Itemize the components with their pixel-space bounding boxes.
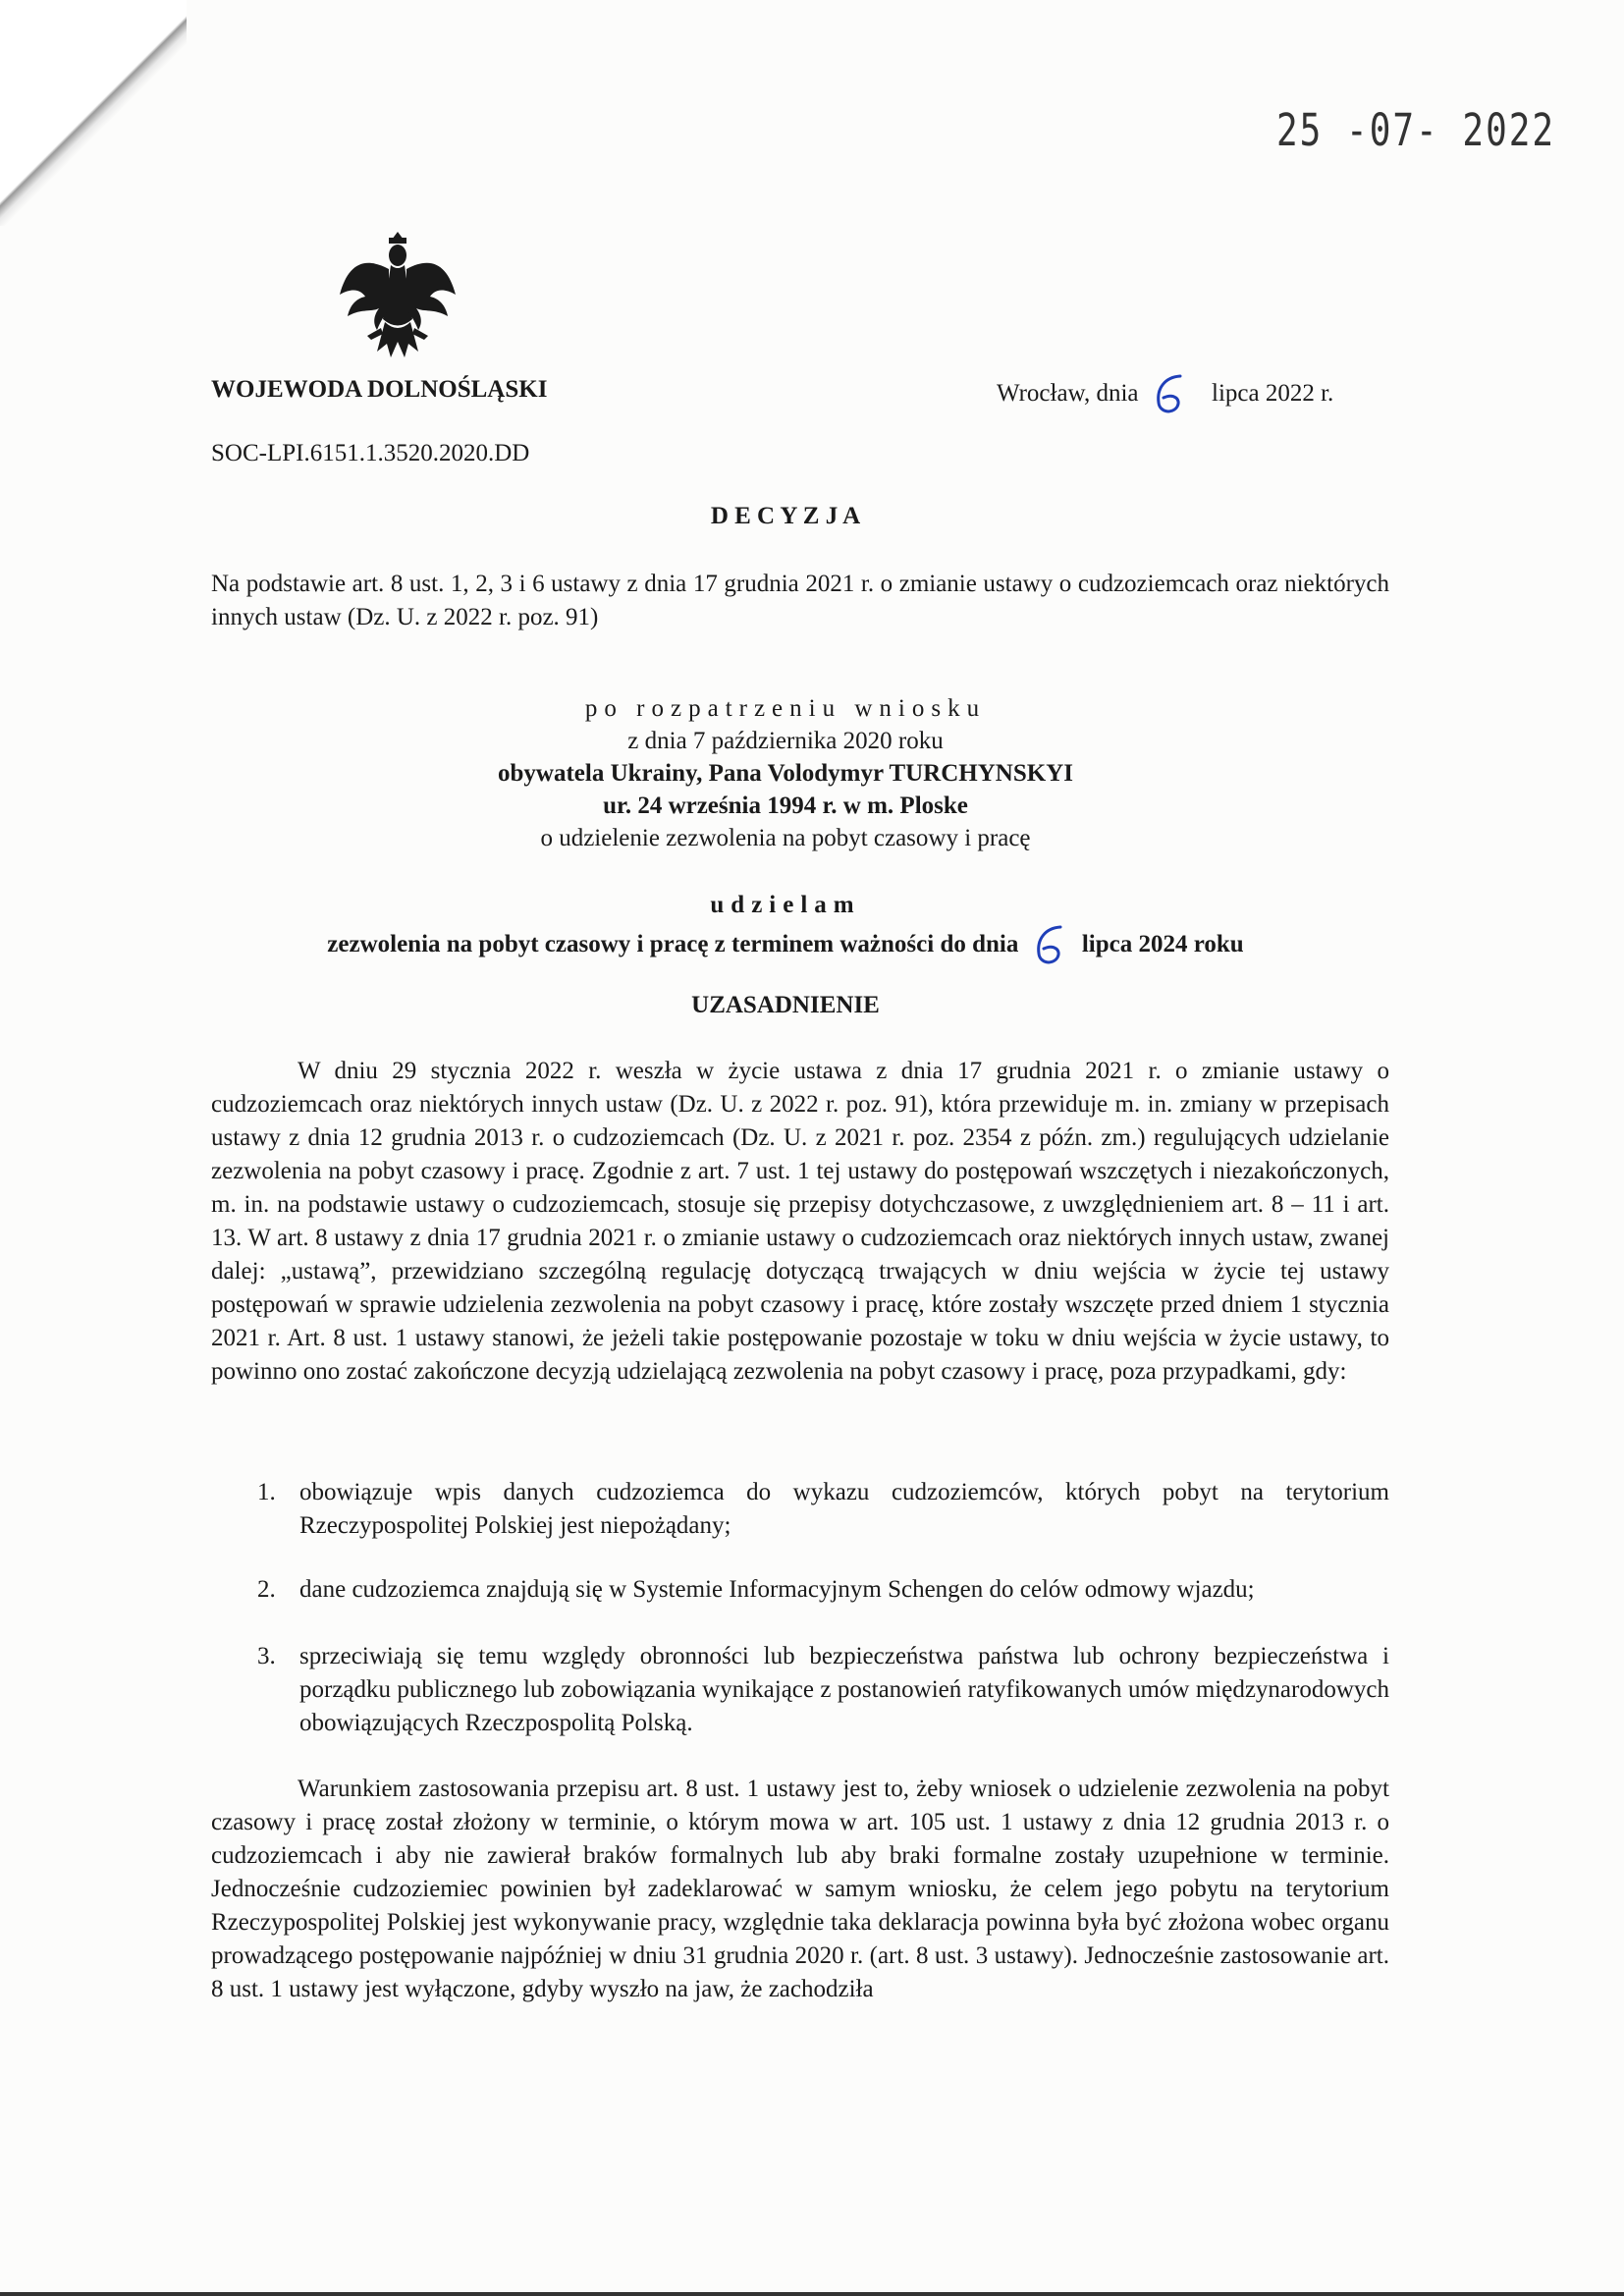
document-title: D E C Y Z J A bbox=[710, 503, 861, 529]
list-item: dane cudzoziemca znajdują się w Systemie Informacyjnym Schengen do celów odmowy wjazdu; bbox=[299, 1576, 1255, 1603]
received-date-stamp: 25 -07- 2022 bbox=[1276, 106, 1556, 157]
handwritten-day-six bbox=[1151, 373, 1190, 416]
authority-name: WOJEWODA DOLNOŚLĄSKI bbox=[211, 376, 548, 403]
date-suffix: lipca 2022 r. bbox=[1212, 380, 1334, 407]
decision-verb: udzielam bbox=[710, 892, 861, 918]
application-heading: po rozpatrzeniu wniosku bbox=[584, 695, 987, 722]
case-number: SOC-LPI.6151.1.3520.2020.DD bbox=[211, 440, 530, 466]
justification-paragraph-2: Warunkiem zastosowania przepisu art. 8 ust. 1 ustawy jest to, żeby wniosek o udzielenie zezwolenia na pobyt czasowy i pracę został złożony w terminie, o którym mowa w art. 105 ust. 1 ustawy z dnia 12 grudnia 2013 r. o cudzoziemcach i aby nie zawierał braków formalnych lub aby braki formalne zostały uzupełnione w terminie. Jednocześnie cudzoziemiec powinien był zadeklarować w samym wniosku, że celem jego pobytu na terytorium Rzeczypospolitej Polskiej jest wykonywanie pracy, względnie taka deklaracja powinna była być złożona wobec organu prowadzącego postępowanie najpóźniej w dniu 31 grudnia 2020 r. (art. 8 ust. 3 ustawy). Jednocześnie zastosowanie art. 8 ust. 1 ustawy jest wyłączone, gdyby wyszło na jaw, że zachodziła bbox=[211, 1776, 1389, 2002]
application-subject: o udzielenie zezwolenia na pobyt czasowy i pracę bbox=[540, 825, 1031, 851]
legal-basis: Na podstawie art. 8 ust. 1, 2, 3 i 6 ustawy z dnia 17 grudnia 2021 r. o zmianie ustawy o cudzoziemcach oraz niektórych innych ustaw (Dz. U. z 2022 r. poz. 91) bbox=[211, 571, 1389, 630]
place-prefix: Wrocław, dnia bbox=[997, 380, 1139, 407]
decision-statement: zezwolenia na pobyt czasowy i pracę z terminem ważności do dnia lipca 2024 roku bbox=[196, 924, 1375, 967]
list-item: obowiązuje wpis danych cudzoziemca do wykazu cudzoziemców, których pobyt na terytorium Rzeczypospolitej Polskiej jest niepożądany; bbox=[299, 1479, 1389, 1539]
application-date: z dnia 7 października 2020 roku bbox=[627, 728, 944, 754]
handwritten-day-six bbox=[1031, 924, 1070, 967]
list-number: 2. bbox=[257, 1576, 276, 1603]
place-and-date bbox=[997, 373, 1333, 416]
list-item: sprzeciwiają się temu względy obronności lub bezpieczeństwa państwa lub ochrony bezpieczeństwa i porządku publicznego lub zobowiązania wynikające z postanowień ratyfikowanych umów międzynarodowych obowiązujących Rzeczpospolitą Polską. bbox=[299, 1643, 1389, 1736]
justification-paragraph-1: W dniu 29 stycznia 2022 r. weszła w życie ustawa z dnia 17 grudnia 2021 r. o zmianie ustawy o cudzoziemcach oraz niektórych innych ustaw (Dz. U. z 2022 r. poz. 91), która przewiduje m. in. zmiany w przepisach ustawy z dnia 12 grudnia 2013 r. o cudzoziemcach (Dz. U. z 2021 r. poz. 2354 z późn. zm.) regulujących udzielanie zezwolenia na pobyt czasowy i pracę. Zgodnie z art. 7 ust. 1 tej ustawy do postępowań wszczętych i niezakończonych, m. in. na podstawie ustawy o cudzoziemcach, stosuje się przepisy dotychczasowe, z uwzględnieniem art. 8 – 11 i art. 13. W art. 8 ustawy z dnia 17 grudnia 2021 r. o zmianie ustawy o cudzoziemcach oraz niektórych innych ustaw, zwanej dalej: „ustawą”, przewidziano szczególną regulację dotyczącą trwających w dniu wejścia w życie tej ustawy postępowań w sprawie udzielenia zezwolenia na pobyt czasowy i pracę, które zostały wszczęte przed dniem 1 stycznia 2021 r. Art. 8 ust. 1 ustawy stanowi, że jeżeli takie postępowanie pozostaje w toku w dniu wejścia w życie ustawy, to powinno ono zostać zakończone decyzją udzielającą zezwolenia na pobyt czasowy i pracę, poza przypadkami, gdy: bbox=[211, 1058, 1389, 1385]
applicant-name: obywatela Ukrainy, Pana Volodymyr TURCHYNSKYI bbox=[498, 760, 1073, 787]
list-number: 1. bbox=[257, 1479, 276, 1505]
applicant-birth: ur. 24 września 1994 r. w m. Ploske bbox=[603, 793, 968, 819]
justification-heading: UZASADNIENIE bbox=[691, 992, 880, 1018]
folded-corner bbox=[0, 0, 187, 226]
list-number: 3. bbox=[257, 1643, 276, 1669]
eagle-emblem-icon bbox=[334, 226, 461, 373]
scan-edge bbox=[0, 2292, 1624, 2296]
